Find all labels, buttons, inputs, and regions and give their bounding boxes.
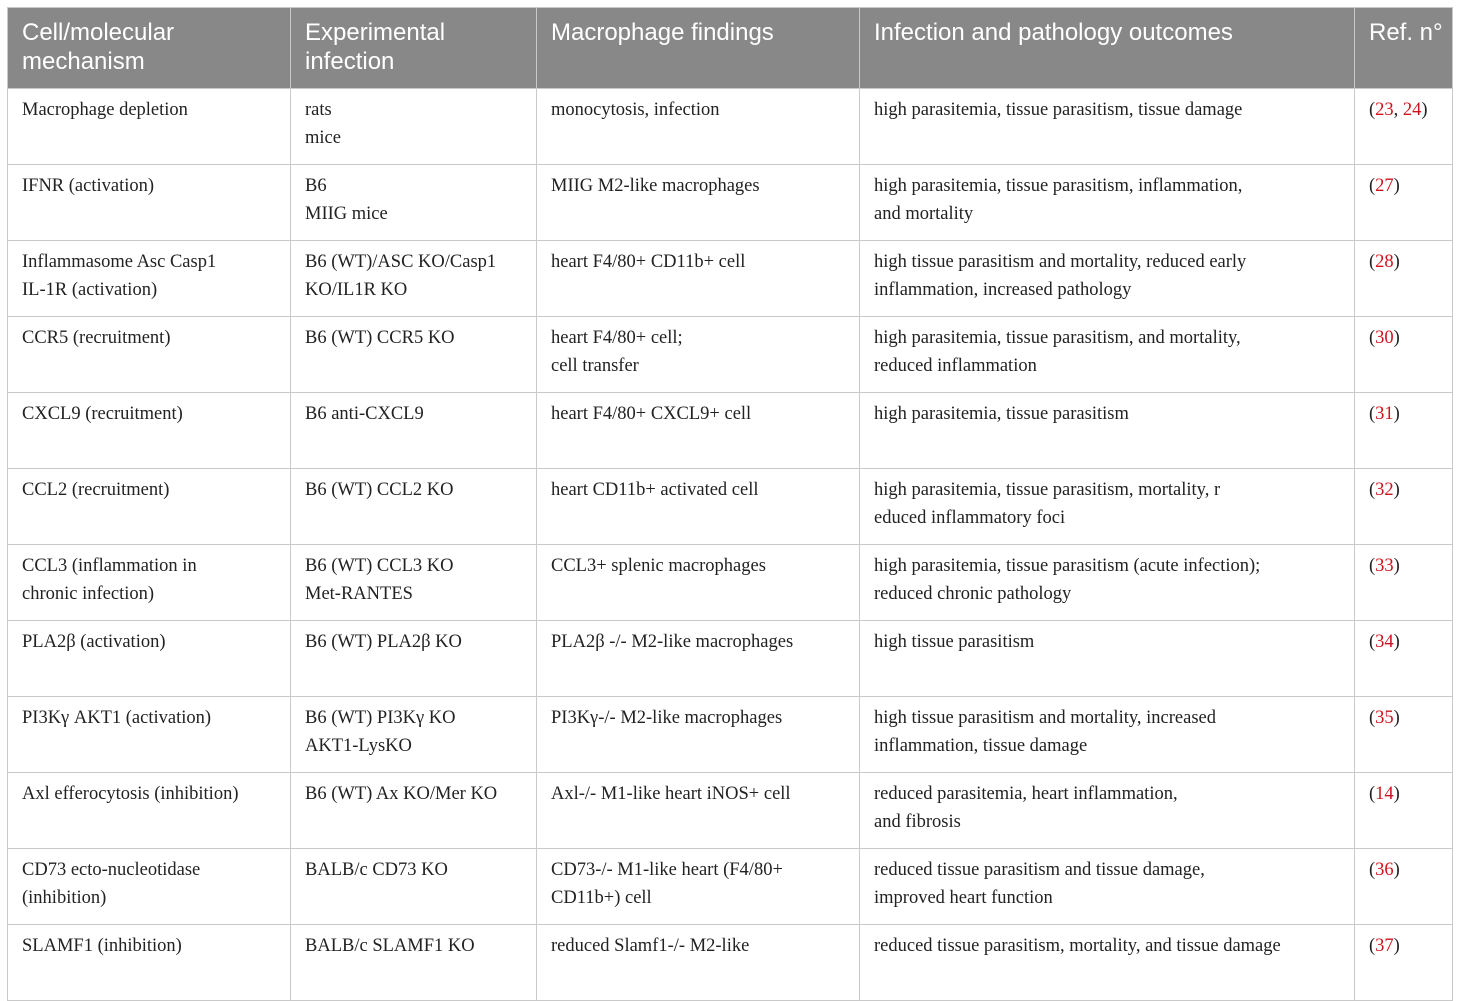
cell-findings <box>537 849 860 925</box>
header-row <box>8 8 1453 89</box>
outcomes-line: high parasitemia, tissue parasitism (acute infection); <box>874 556 1261 576</box>
findings-line: cell transfer <box>551 355 639 376</box>
cell-mechanism <box>8 849 291 925</box>
cell-ref <box>1355 469 1453 545</box>
outcomes-line: inflammation, tissue damage <box>874 735 1088 756</box>
cell-infection <box>291 697 537 773</box>
findings-line: heart F4/80+ CXCL9+ cell <box>551 404 752 424</box>
table-row <box>8 621 1453 697</box>
cell-findings <box>537 393 860 469</box>
ref-link[interactable]: 14 <box>1375 784 1394 804</box>
ref-list: (14) <box>1369 784 1400 804</box>
cell-outcomes <box>860 849 1355 925</box>
cell-outcomes <box>860 241 1355 317</box>
cell-ref <box>1355 773 1453 849</box>
outcomes-line: high tissue parasitism <box>874 632 1035 652</box>
cell-infection <box>291 89 537 165</box>
cell-infection <box>291 925 537 1001</box>
cell-ref <box>1355 925 1453 1001</box>
ref-list: (30) <box>1369 328 1400 348</box>
cell-findings <box>537 621 860 697</box>
cell-ref <box>1355 545 1453 621</box>
ref-list: (35) <box>1369 708 1400 728</box>
header-findings: Macrophage findings <box>537 8 860 89</box>
infection-line: B6 (WT) Ax KO/Mer KO <box>305 784 498 804</box>
infection-line: B6 (WT) PLA2β KO <box>305 632 462 652</box>
ref-list: (34) <box>1369 632 1400 652</box>
table-row <box>8 241 1453 317</box>
findings-line: monocytosis, infection <box>551 100 720 120</box>
findings-line: heart CD11b+ activated cell <box>551 480 759 500</box>
cell-findings <box>537 89 860 165</box>
ref-link[interactable]: 23 <box>1375 100 1394 120</box>
cell-ref <box>1355 241 1453 317</box>
cell-infection <box>291 317 537 393</box>
infection-line: B6 (WT) CCL3 KO <box>305 556 454 576</box>
ref-link[interactable]: 27 <box>1375 176 1394 196</box>
ref-list: (23, 24) <box>1369 100 1428 120</box>
cell-findings <box>537 773 860 849</box>
cell-outcomes <box>860 697 1355 773</box>
cell-outcomes <box>860 773 1355 849</box>
table-row <box>8 469 1453 545</box>
infection-line: B6 anti-CXCL9 <box>305 404 424 424</box>
infection-line: mice <box>305 127 341 148</box>
mechanism-line: Inflammasome Asc Casp1 <box>22 252 217 272</box>
findings-line: PLA2β -/- M2-like macrophages <box>551 632 794 652</box>
cell-mechanism <box>8 925 291 1001</box>
cell-ref <box>1355 697 1453 773</box>
outcomes-line: high tissue parasitism and mortality, reduced early <box>874 252 1247 272</box>
header-infection: Experimental infection <box>291 8 537 89</box>
outcomes-line: reduced parasitemia, heart inflammation, <box>874 784 1178 804</box>
ref-list: (28) <box>1369 252 1400 272</box>
mechanism-line: IL-1R (activation) <box>22 279 158 300</box>
ref-list: (31) <box>1369 404 1400 424</box>
cell-outcomes <box>860 545 1355 621</box>
outcomes-line: reduced inflammation <box>874 355 1037 376</box>
table-row <box>8 545 1453 621</box>
ref-link[interactable]: 24 <box>1402 100 1422 120</box>
outcomes-line: high parasitemia, tissue parasitism, and mortality, <box>874 328 1241 348</box>
ref-list: (37) <box>1369 936 1400 956</box>
cell-findings <box>537 697 860 773</box>
table-row <box>8 89 1453 165</box>
cell-mechanism <box>8 393 291 469</box>
findings-line: reduced Slamf1-/- M2-like <box>551 936 750 956</box>
cell-outcomes <box>860 621 1355 697</box>
ref-link[interactable]: 36 <box>1375 860 1394 880</box>
infection-line: rats <box>305 100 332 120</box>
mechanism-line: (inhibition) <box>22 887 107 908</box>
outcomes-line: and fibrosis <box>874 811 961 832</box>
table-row <box>8 393 1453 469</box>
header-outcomes: Infection and pathology outcomes <box>860 8 1355 89</box>
cell-ref <box>1355 317 1453 393</box>
cell-mechanism <box>8 165 291 241</box>
cell-ref <box>1355 165 1453 241</box>
outcomes-line: high parasitemia, tissue parasitism <box>874 404 1129 424</box>
cell-ref <box>1355 393 1453 469</box>
table-row <box>8 165 1453 241</box>
cell-infection <box>291 393 537 469</box>
outcomes-line: high parasitemia, tissue parasitism, mortality, r <box>874 480 1221 500</box>
mechanism-line: chronic infection) <box>22 583 155 604</box>
findings-line: CCL3+ splenic macrophages <box>551 556 766 576</box>
findings-line: heart F4/80+ CD11b+ cell <box>551 252 746 272</box>
cell-findings <box>537 165 860 241</box>
mechanism-line: IFNR (activation) <box>22 176 155 196</box>
ref-list: (32) <box>1369 480 1400 500</box>
cell-mechanism <box>8 697 291 773</box>
mechanism-line: CCR5 (recruitment) <box>22 328 171 348</box>
cell-outcomes <box>860 925 1355 1001</box>
ref-link[interactable]: 28 <box>1375 252 1394 272</box>
data-table <box>7 7 1453 1001</box>
ref-link[interactable]: 31 <box>1375 404 1394 424</box>
mechanism-line: CXCL9 (recruitment) <box>22 404 183 424</box>
infection-line: B6 <box>305 176 327 196</box>
findings-line: PI3Kγ-/- M2-like macrophages <box>551 708 783 728</box>
cell-mechanism <box>8 469 291 545</box>
infection-line: MIIG mice <box>305 203 388 224</box>
cell-infection <box>291 241 537 317</box>
table-row <box>8 849 1453 925</box>
mechanism-line: Axl efferocytosis (inhibition) <box>22 784 239 804</box>
cell-outcomes <box>860 317 1355 393</box>
infection-line: BALB/c SLAMF1 KO <box>305 936 475 956</box>
cell-findings <box>537 241 860 317</box>
mechanism-line: Macrophage depletion <box>22 100 188 120</box>
table-row <box>8 773 1453 849</box>
outcomes-line: high parasitemia, tissue parasitism, tissue damage <box>874 100 1243 120</box>
ref-link[interactable]: 32 <box>1375 480 1394 500</box>
findings-line: MIIG M2-like macrophages <box>551 176 760 196</box>
cell-outcomes <box>860 165 1355 241</box>
cell-findings <box>537 545 860 621</box>
outcomes-line: reduced tissue parasitism and tissue damage, <box>874 860 1205 880</box>
findings-line: heart F4/80+ cell; <box>551 328 683 348</box>
table-row <box>8 925 1453 1001</box>
cell-mechanism <box>8 621 291 697</box>
cell-infection <box>291 773 537 849</box>
cell-infection <box>291 621 537 697</box>
cell-findings <box>537 925 860 1001</box>
cell-findings <box>537 317 860 393</box>
table-header <box>8 8 1453 89</box>
infection-line: B6 (WT) PI3Kγ KO <box>305 708 456 728</box>
cell-mechanism <box>8 773 291 849</box>
cell-outcomes <box>860 89 1355 165</box>
mechanism-line: SLAMF1 (inhibition) <box>22 936 182 956</box>
mechanism-line: CCL2 (recruitment) <box>22 480 170 500</box>
ref-link[interactable]: 33 <box>1375 556 1394 576</box>
cell-mechanism <box>8 545 291 621</box>
ref-list: (36) <box>1369 860 1400 880</box>
mechanism-line: PLA2β (activation) <box>22 632 166 652</box>
mechanism-line: CD73 ecto-nucleotidase <box>22 860 201 880</box>
infection-line: B6 (WT)/ASC KO/Casp1 <box>305 252 497 272</box>
cell-outcomes <box>860 393 1355 469</box>
cell-ref <box>1355 849 1453 925</box>
findings-line: CD73-/- M1-like heart (F4/80+ <box>551 860 783 880</box>
infection-line: B6 (WT) CCR5 KO <box>305 328 455 348</box>
ref-list: (33) <box>1369 556 1400 576</box>
table-row <box>8 697 1453 773</box>
cell-ref <box>1355 89 1453 165</box>
cell-mechanism <box>8 241 291 317</box>
outcomes-line: and mortality <box>874 203 974 224</box>
cell-findings <box>537 469 860 545</box>
header-ref: Ref. n° <box>1355 8 1453 89</box>
cell-infection <box>291 165 537 241</box>
outcomes-line: reduced chronic pathology <box>874 583 1072 604</box>
outcomes-line: inflammation, increased pathology <box>874 279 1132 300</box>
ref-link[interactable]: 34 <box>1375 632 1394 652</box>
findings-line: Axl-/- M1-like heart iNOS+ cell <box>551 784 791 804</box>
outcomes-line: educed inflammatory foci <box>874 507 1066 528</box>
cell-infection <box>291 469 537 545</box>
infection-line: B6 (WT) CCL2 KO <box>305 480 454 500</box>
table-body <box>8 89 1453 1001</box>
ref-list: (27) <box>1369 176 1400 196</box>
outcomes-line: high parasitemia, tissue parasitism, inflammation, <box>874 176 1243 196</box>
mechanism-line: CCL3 (inflammation in <box>22 556 197 576</box>
cell-infection <box>291 849 537 925</box>
findings-line: CD11b+) cell <box>551 887 652 908</box>
infection-line: AKT1-LysKO <box>305 735 412 756</box>
cell-outcomes <box>860 469 1355 545</box>
ref-link[interactable]: 35 <box>1375 708 1394 728</box>
header-mechanism: Cell/molecular mechanism <box>8 8 291 89</box>
cell-infection <box>291 545 537 621</box>
ref-link[interactable]: 30 <box>1375 328 1394 348</box>
cell-ref <box>1355 621 1453 697</box>
cell-mechanism <box>8 89 291 165</box>
ref-link[interactable]: 37 <box>1375 936 1394 956</box>
infection-line: Met-RANTES <box>305 583 413 604</box>
mechanism-line: PI3Kγ AKT1 (activation) <box>22 708 212 728</box>
infection-line: BALB/c CD73 KO <box>305 860 448 880</box>
outcomes-line: high tissue parasitism and mortality, increased <box>874 708 1216 728</box>
infection-line: KO/IL1R KO <box>305 279 408 300</box>
table-row <box>8 317 1453 393</box>
cell-mechanism <box>8 317 291 393</box>
outcomes-line: reduced tissue parasitism, mortality, and tissue damage <box>874 936 1281 956</box>
outcomes-line: improved heart function <box>874 887 1053 908</box>
